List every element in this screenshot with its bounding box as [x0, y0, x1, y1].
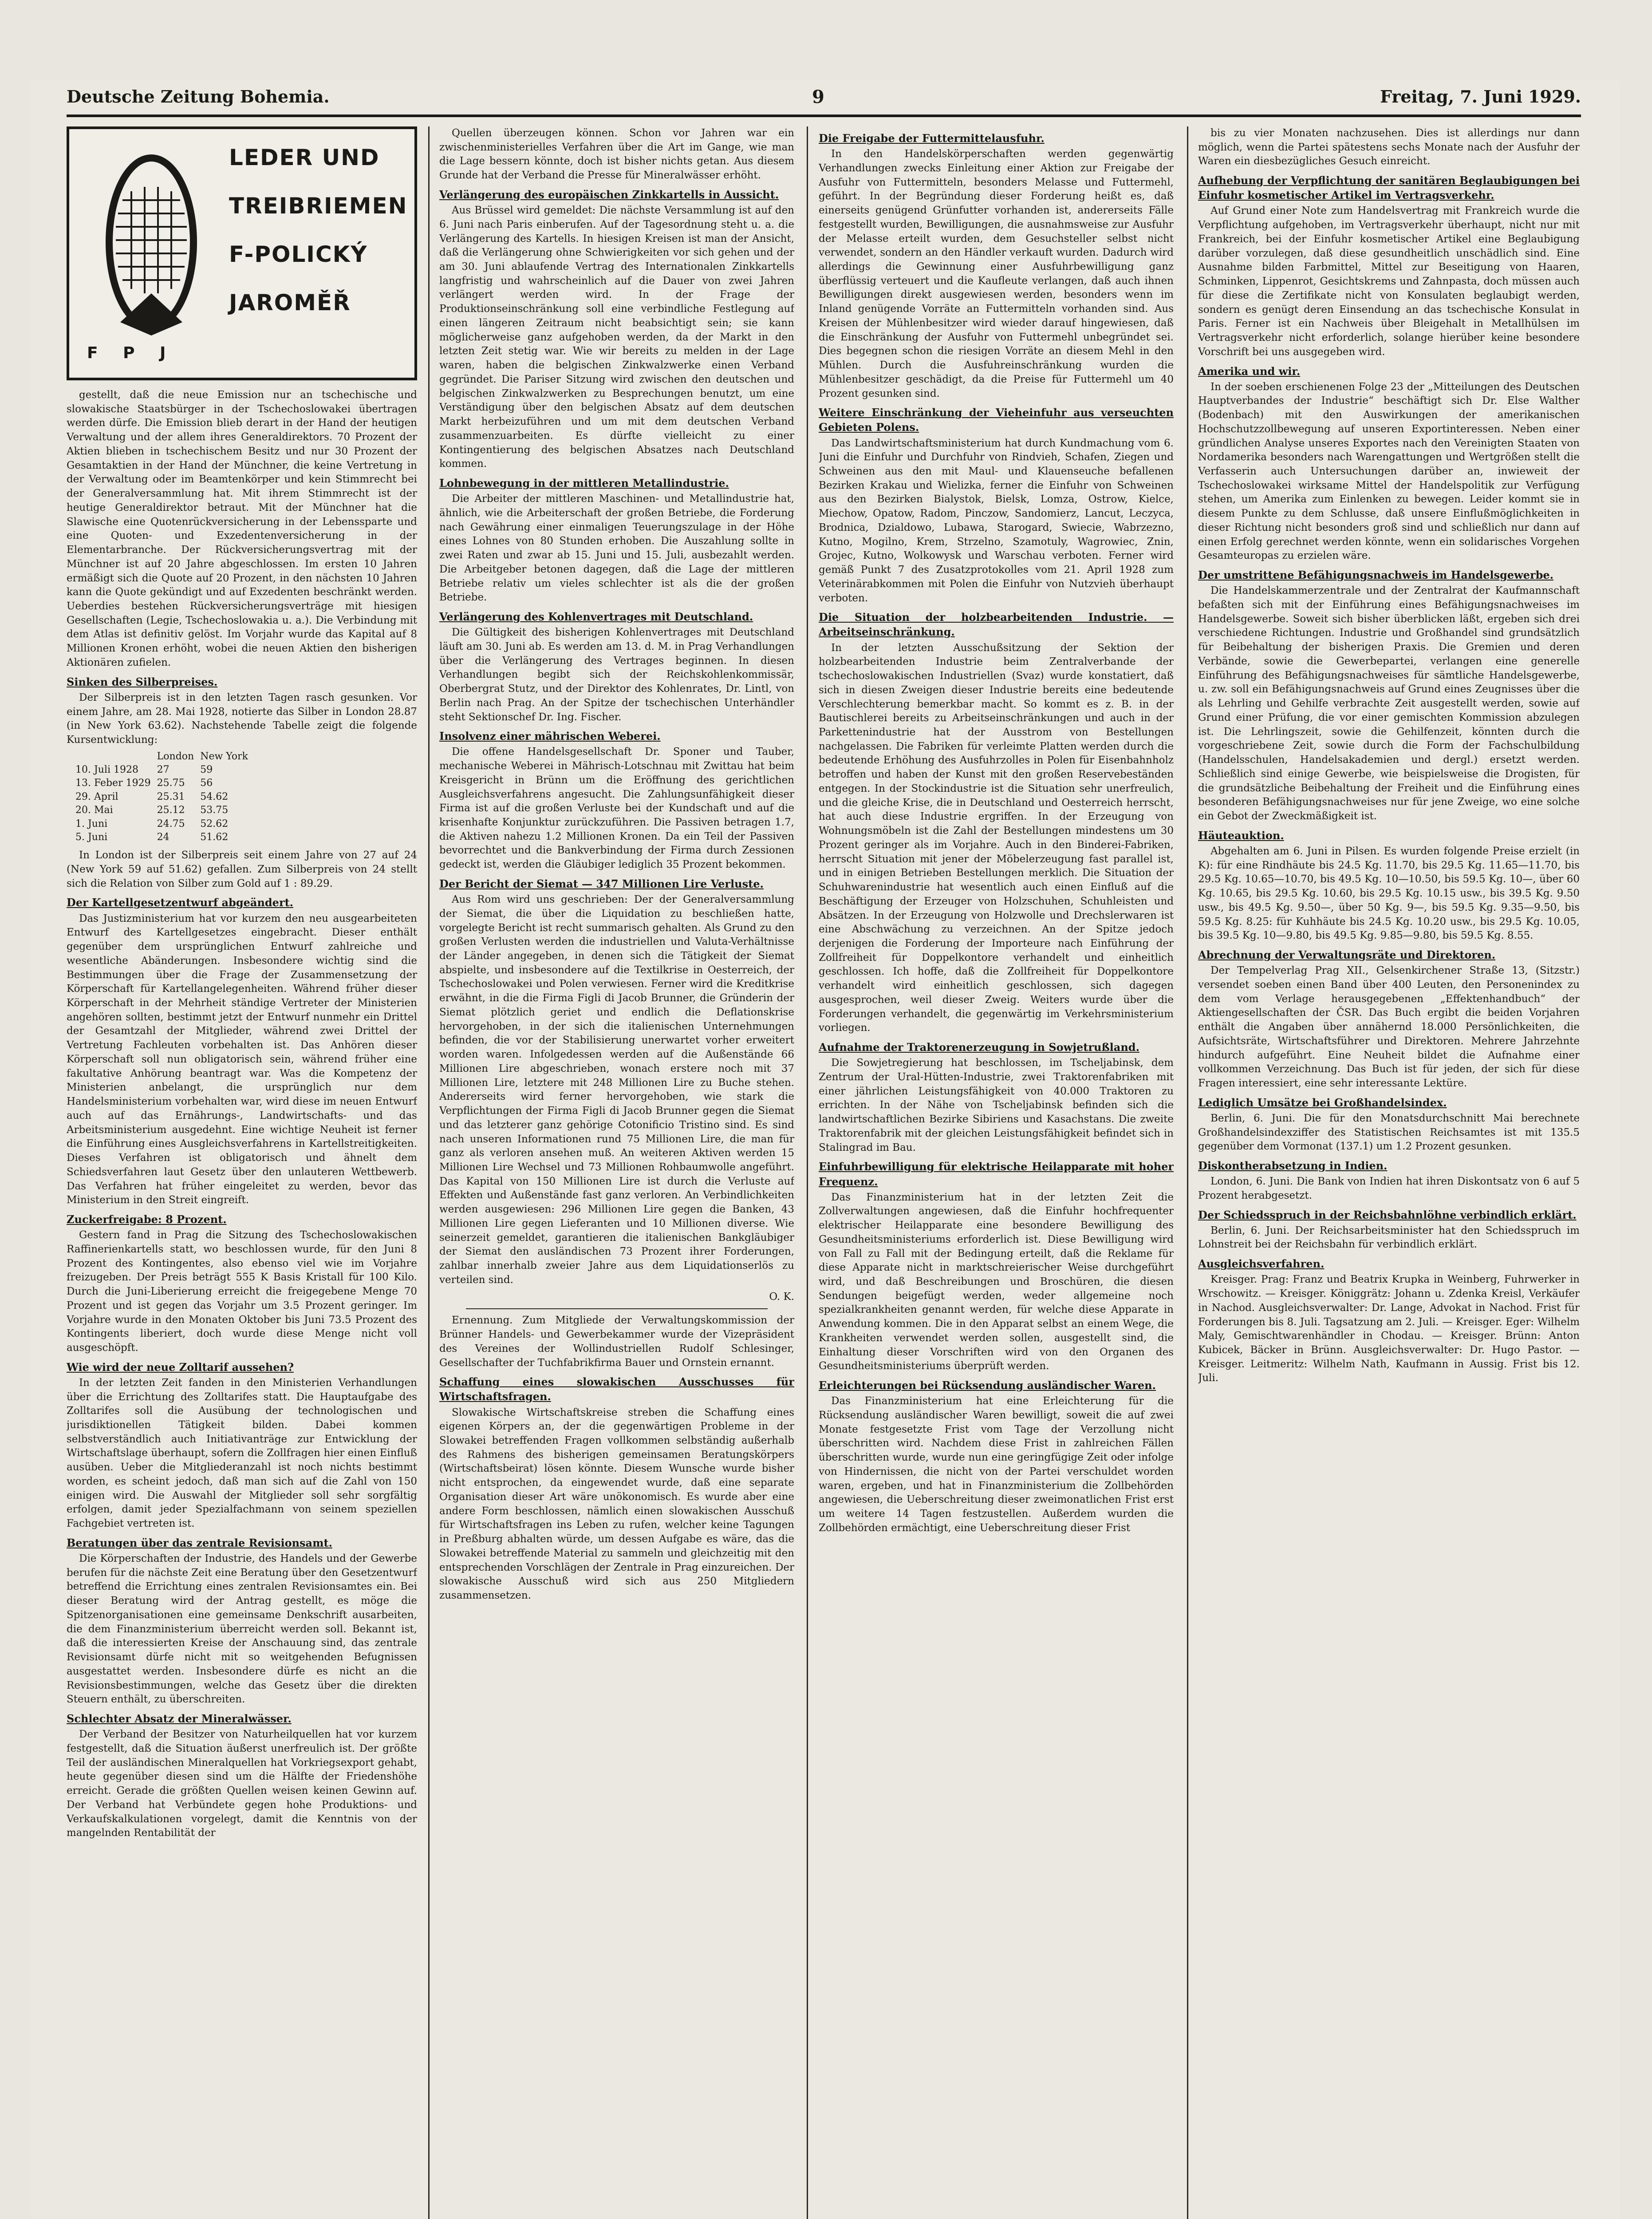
- column-2: [439, 126, 794, 2219]
- article-text: In der soeben erschienenen Folge 23 der „Mitteilungen des Deutschen Hauptverbandes der Industrie“ beschäftigt sich Dr. Else Walther (Bodenbach) mit den Auswirkungen der amerikanischen Hochschutzzollbewegung auf unseren Exportinteressen. Neben einer gründlichen Analyse unseres Exportes nach den Vereinigten Staaten von Nordamerika besonders nach Warengattungen und Wertgrößen stellt die Verfasserin auch Untersuchungen darüber an, inwieweit der Tschechoslowakei wirksame Mittel der Handelspolitik zur Verfügung stehen, um Amerika zum Einlenken zu bewegen. Leider kommt sie in diesem Punkte zu dem Schlusse, daß unsere Einflußmöglichkeiten in dieser Richtung nicht besonders groß sind und schließlich nur dann auf einen Erfolg gerechnet werden könnte, wenn ein solidarisches Vorgehen Gesamteuropas zu erzielen wäre.: [1198, 381, 1580, 562]
- article-text: Aus Rom wird uns geschrieben: Der der Generalversammlung der Siemat, die über die Liquidation zu beschließen hatte, vorgelegte Bericht ist recht summarisch gehalten. Als Grund zu den großen Verlusten werden die industriellen und Valuta-Verhältnisse der Länder angegeben, in denen sich die Tätigkeit der Siemat abspielte, und insbesondere auf die Textilkrise in Oesterreich, der Tschechoslowakei und Polen verwiesen. Ferner wird die Kreditkrise erwähnt, in die die Firma Figli di Jacob Brunner, die Gründerin der Siemat plötzlich geriet und endlich die Deflationskrise hervorgehoben, in der sich die italienischen Unternehmungen befinden, die vor der Stabilisierung unerwartet vorher erweitert worden waren. Infolgedessen werden auf die Außenstände 66 Millionen Lire abgeschrieben, wonach erstere noch mit 37 Millionen Lire, letztere mit 248 Millionen Lire zu Buche stehen. Andererseits wird ferner hervorgehoben, wie stark die Verpflichtungen der Firma Figli di Jacob Brunner gegen die Siemat und das letzterer ganz gehörige Cotonificio Tristino sind. Es sind nach unseren Informationen rund 75 Millionen Lire, die man für ganz als verloren ansehen muß. An weiteren Aktiven werden 15 Millionen Lire Wechsel und 73 Millionen Rohbaumwolle angeführt. Das Kapital von 150 Millionen Lire ist durch die Verluste auf Effekten und Außenstände fast ganz verloren. An Verbindlichkeiten werden ausgewiesen: 296 Millionen Lire gegen die Banken, 43 Millionen Lire gegen Lieferanten und 10 Millionen diverse. Wie seinerzeit gemeldet, garantieren die italienischen Bankgläubiger der Siemat den ausländischen 73 Prozent ihrer Forderungen, zahlbar innerhalb zweier Jahre aus dem Liquidationserlös zu verteilen sind.: [439, 894, 794, 1286]
- article-text: Berlin, 6. Juni. Die für den Monatsdurchschnitt Mai berechnete Großhandelsindexziffer des Statistischen Reichsamtes ist mit 135.5 gegenüber dem Vormonat (137.1) um 1.2 Prozent gesunken.: [1198, 1112, 1580, 1153]
- article-text: Die Gültigkeit des bisherigen Kohlenvertrages mit Deutschland läuft am 30. Juni ab. Es werden am 13. d. M. in Prag Verhandlungen über die Verlängerung des Vertrages beginnen. In diesen Verhandlungen begibt sich der Reichskohlenkommissär, Oberbergrat Stutz, und der Direktor des Kohlenrates, Dr. Lintl, von Berlin nach Prag. An der Spitze der tschechischen Unterhändler steht Sektionschef Dr. Ing. Fischer.: [439, 627, 794, 723]
- article-heading: Der Bericht der Siemat — 347 Millionen Lire Verluste.: [439, 877, 764, 890]
- table-row: [75, 777, 254, 790]
- section-divider: [466, 1308, 768, 1309]
- article-heading: Der Schiedsspruch in der Reichsbahnlöhne verbindlich erklärt.: [1198, 1208, 1577, 1221]
- article-text: London, 6. Juni. Die Bank von Indien hat ihren Diskontsatz von 6 auf 5 Prozent herabgesetzt.: [1198, 1176, 1580, 1201]
- article-heading: Aufnahme der Traktorenerzeugung in Sowjetrußland.: [819, 1041, 1139, 1054]
- article-heading: Erleichterungen bei Rücksendung ausländischer Waren.: [819, 1379, 1156, 1392]
- ad-line: JAROMĚŘ: [229, 290, 351, 316]
- article-text: Slowakische Wirtschaftskreise streben die Schaffung eines eigenen Körpers an, der die gegenwärtigen Probleme in der Slowakei betreffenden Fragen vollkommen selbständig außerhalb des Rahmens des bisherigen gemeinsamen Beratungskörpers (Wirtschaftsbeirat) lösen könnte. Diesem Wunsche wurde bisher nicht entsprochen, da eingewendet wurde, daß eine separate Organisation dieser Art wäre unökonomisch. Es wurde aber eine andere Form beschlossen, nämlich einen slowakischen Ausschuß für Wirtschaftsfragen ins Leben zu rufen, welcher keine Tagungen in Preßburg abhalten würde, um dessen Aufgabe es wäre, das die Slowakei betreffende Material zu sammeln und gleichzeitig mit den entsprechenden Vorschlägen der Zentrale in Prag einzureichen. Der slowakische Ausschuß wird sich aus 250 Mitgliedern zusammensetzen.: [439, 1406, 794, 1602]
- article-heading: Einfuhrbewilligung für elektrische Heilapparate mit hoher Frequenz.: [819, 1160, 1174, 1188]
- article-heading: Verlängerung des Kohlenvertrages mit Deutschland.: [439, 610, 753, 623]
- article-text: Kreisger. Prag: Franz und Beatrix Krupka in Weinberg, Fuhrwerker in Wrschowitz. — Kreisger. Königgrätz: Johann u. Zdenka Kreisl, Verkäufer in Nachod. Ausgleichsverwalter: Dr. Lange, Advokat in Nachod. Frist für Forderungen bis 8. Juli. Tagsatzung am 2. Juli. — Kreisger. Eger: Wilhelm Maly, Gemischtwarenhändler in Chodau. — Kreisger. Brünn: Anton Kubicek, Bäcker in Brünn. Ausgleichsverwalter: Dr. Hugo Pastor. — Kreisger. Leitmeritz: Wilhelm Nath, Kaufmann in Aussig. Frist bis 12. Juli.: [1198, 1274, 1580, 1384]
- table-cell: 52.62: [200, 818, 229, 829]
- table-row: [75, 817, 254, 831]
- article-text: Der Silberpreis ist in den letzten Tagen rasch gesunken. Vor einem Jahre, am 28. Mai 1928, notierte das Silber in London 28.87 (in New York 63.62). Nachstehende Tabelle zeigt die folgende Kursentwicklung:: [67, 691, 417, 746]
- page-number: 9: [812, 87, 824, 107]
- article-text: In London ist der Silberpreis seit einem Jahre von 27 auf 24 (New York 59 auf 51.62) gefallen. Zum Silberpreis von 24 stellt sich die Relation von Silber zum Gold auf 1 : 89.29.: [67, 849, 417, 889]
- article-heading: Insolvenz einer mährischen Weberei.: [439, 730, 661, 743]
- article-text: Das Finanzministerium hat eine Erleichterung für die Rücksendung ausländischer Waren bewilligt, soweit die auf zwei Monate festgesetzte Frist vom Tage der Verzollung nicht überschritten wird. Nachdem diese Frist in zahlreichen Fällen überschritten wurde, wurde nun eine geringfügige Zeit oder infolge von Hindernissen, die nicht von der Partei verschuldet worden waren, ergeben, und hat in Finanzministerium die Zollbehörden angewiesen, die Ueberschreitung dieser zweimonatlichen Frist erst um weitere 14 Tagen festzustellen. Außerdem wurden die Zollbehörden ermächtigt, eine Ueberschreitung dieser Frist: [819, 1395, 1174, 1534]
- table-cell: 25.75: [157, 778, 185, 789]
- article-text: Abgehalten am 6. Juni in Pilsen. Es wurden folgende Preise erzielt (in K): für eine Rindhäute bis 24.5 Kg. 11.70, bis 29.5 Kg. 11.65—11.70, bis 29.5 Kg. 10.65—10.70, bis 49.5 Kg. 10—10.50, bis 59.5 Kg. 10—, über 60 Kg. 10.65, bis 29.5 Kg. 10.60, bis 29.5 Kg. 10.15 usw., bis 39.5 Kg. 9.50 usw., bis 49.5 Kg. 9.50—, über 50 Kg. 9—, bis 59.5 Kg. 9.35—9.50, bis 59.5 Kg. 8.25: für Kuhhäute bis 24.5 Kg. 10.20 usw., bis 29.5 Kg. 10.05, bis 39.5 Kg. 10—9.80, bis 49.5 Kg. 9.85—9.80, bis 59.5 Kg. 8.55.: [1198, 845, 1580, 942]
- table-cell: 53.75: [200, 805, 229, 816]
- article-text: Berlin, 6. Juni. Der Reichsarbeitsminister hat den Schiedsspruch im Lohnstreit bei der Reichsbahn für verbindlich erklärt.: [1198, 1224, 1580, 1251]
- table-row: [75, 763, 254, 777]
- article-heading: Zuckerfreigabe: 8 Prozent.: [67, 1212, 227, 1226]
- article-heading: Wie wird der neue Zolltarif aussehen?: [67, 1360, 294, 1374]
- ad-initials: F P J: [87, 344, 176, 363]
- table-row: [75, 790, 254, 804]
- article-heading: Verlängerung des europäischen Zinkkartells in Aussicht.: [439, 188, 779, 201]
- article-heading: Aufhebung der Verpflichtung der sanitären Beglaubigungen bei Einfuhr kosmetischer Artikel im Vertragsverkehr.: [1198, 174, 1580, 202]
- article-text: Die Arbeiter der mittleren Maschinen- und Metallindustrie hat, ähnlich, wie die Arbeiterschaft der großen Betriebe, die Forderung nach Gewährung einer einmaligen Teuerungszulage in der Höhe eines Lohnes von 80 Stunden erhoben. Die Auszahlung sollte in zwei Raten und zwar ab 15. Juni und 15. Juli, ausbezahlt werden. Die Arbeitgeber betonen dagegen, daß die Lage der mittleren Betriebe relativ um vieles schlechter ist als die der großen Betriebe.: [439, 493, 794, 604]
- table-header: New York: [200, 750, 248, 762]
- article-text: Aus Brüssel wird gemeldet: Die nächste Versammlung ist auf den 6. Juni nach Paris einberufen. Auf der Tagesordnung steht u. a. die Verlängerung des Kartells. In hiesigen Kreisen ist man der Ansicht, daß die Verlängerung ohne Schwierigkeiten vor sich gehen und der am 30. Juni ablaufende Vertrag des Internationalen Zinkkartells langfristig und wahrscheinlich auf die Dauer von zwei Jahren verlängert werden wird. In der Frage der Produktionseinschränkung soll eine verbindliche Festlegung auf einen längeren Zeitraum nicht beabsichtigt sein; sie kann möglicherweise ganz aufgehoben werden, da der Markt in den letzten Zeit stetig war. Wie wir bereits zu melden in der Lage waren, haben die belgischen Zinkwalzwerke einen Verband gegründet. Die Pariser Sitzung wird zwischen den deutschen und belgischen Zinkwalzwerken zu Besprechungen benutzt, um eine Verständigung über den belgischen Absatz auf dem deutschen Markt herbeizuführen und um mit dem deutschen Verband zusammenzuarbeiten. Es dürfte vielleicht zu einer Kontingentierung des belgischen Absatzes nach Deutschland kommen.: [439, 205, 794, 470]
- column-4: [1198, 126, 1580, 2219]
- table-cell: 24: [157, 831, 170, 843]
- article-heading: Der Kartellgesetzentwurf abgeändert.: [67, 896, 294, 909]
- table-cell: 27: [157, 764, 170, 776]
- advertisement: [67, 126, 417, 380]
- article-text: Der Tempelverlag Prag XII., Gelsenkirchener Straße 13, (Sitzstr.) versendet soeben einen Band über 400 Leuten, den Personenindex zu dem vom Verlage herausgegebenen „Effektenhandbuch“ der Aktiengesellschaften der ČSR. Das Buch ergibt die beiden Vorjahren enthält die Angaben über annähernd 18.000 Persönlichkeiten, die Aufsichtsräte, Wirtschaftsführer und Direktoren. Mehrere Jahrzehnte hindurch aufgeführt. Eine Neuheit bildet die Aufnahme einer vollkommen Verzeichnung. Das Buch ist für jeden, der sich für diese Fragen interessiert, eine sehr interessante Lektüre.: [1198, 965, 1580, 1089]
- table-cell: 24.75: [157, 818, 185, 829]
- article-text: In der letzten Ausschußsitzung der Sektion der holzbearbeitenden Industrie beim Zentralverbande der tschechoslowakischen Industriellen (Svaz) wurde konstatiert, daß sich in diesen Zweigen dieser Industrie bereits eine bedeutende Verschlechterung bemerkbar macht. So kommt es z. B. in der Bautischlerei bereits zu Arbeitseinschränkungen und auch in der Parkettenindustrie hat der Ausstrom von Bestellungen nachgelassen. Die Fabriken für verleimte Platten werden durch die bedeutende Erhöhung des Ausfuhrzolles in Polen für Eisenbahnholz betroffen und haben der Kunst mit den großen Reservebeständen entgegen. In der Stockindustrie ist die Situation sehr unerfreulich, und die gleiche Krise, die in Deutschland und Oesterreich herrscht, hat auch diese Industrie ergriffen. In der Erzeugung von Wohnungsmöbeln ist die Zahl der Bestellungen mindestens um 30 Prozent geringer als im Vorjahre. Auch in den Binderei-Fabriken, herrscht Situation mit jener der Möbelerzeugung fast parallel ist, und in einigen Betrieben Bestellungen merklich. Die Situation der Schuhwarenindustrie hat wesentlich auch einen Einfluß auf die Beschäftigung der Erzeuger von Holzschuhen, Schuhleisten und Absätzen. In der Erzeugung von Holzwolle und Drechslerwaren ist eine Abschwächung zu verzeichnen. An der Spitze jedoch derjenigen die Forderung der Importeure nach Einführung der Zollfreiheit für Doppelkontore verhandelt und einheitlich geschlossen. Ich hoffe, daß die Zollfreiheit für Doppelkontore verhandelt wird einheitlich geschlossen, sich dagegen ausgesprochen, weil dieser Zweig. Weiters wurde über die Forderungen verhandelt, die gegenwärtig im Verkehrsministerium vorliegen.: [819, 642, 1174, 1034]
- article-text: bis zu vier Monaten nachzusehen. Dies ist allerdings nur dann möglich, wenn die Partei spätestens sechs Monate nach der Ausfuhr der Waren ein diesbezügliches Gesuch einreicht.: [1198, 127, 1580, 167]
- article-heading: Amerika und wir.: [1198, 364, 1301, 378]
- column-3: [819, 126, 1174, 2219]
- article-heading: Lohnbewegung in der mittleren Metallindustrie.: [439, 477, 729, 490]
- article-heading: Diskontherabsetzung in Indien.: [1198, 1159, 1388, 1173]
- article-text: Der Verband der Besitzer von Naturheilquellen hat vor kurzem festgestellt, daß die Situation äußerst unerfreulich ist. Der größte Teil der ausländischen Mineralquellen hat Vorkriegsexport gehabt, heute gegenüber diesen sind um die Hälfte der Friedenshöhe erreicht. Gerade die größten Quellen weisen keinen Gewinn auf. Der Verband hat Verbündete gegen hohe Produktions- und Verkaufskalkulationen vorgelegt, damit die Kenntnis von der mangelnden Rentabilität der: [67, 1729, 417, 1839]
- ad-text: [229, 142, 406, 336]
- table-cell: 25.31: [157, 791, 185, 802]
- article-text: Ernennung. Zum Mitgliede der Verwaltungskommission der Brünner Handels- und Gewerbekammer wurde der Vizepräsident des Vereines der Wollindustriellen Rudolf Schlesinger, Gesellschafter der Tuchfabrikfirma Bauer und Ornstein ernannt.: [439, 1315, 794, 1369]
- article-heading: Die Situation der holzbearbeitenden Industrie. — Arbeitseinschränkung.: [819, 611, 1174, 639]
- table-header: [75, 750, 157, 763]
- table-header: London: [157, 750, 194, 762]
- table-row: [75, 831, 254, 844]
- table-cell: 13. Feber 1929: [75, 778, 151, 789]
- article-heading: Der umstrittene Befähigungsnachweis im Handelsgewerbe.: [1198, 569, 1553, 582]
- table-cell: 54.62: [200, 791, 229, 802]
- column-divider: [428, 126, 430, 2219]
- column-divider: [1187, 126, 1188, 2219]
- table-header-row: [75, 750, 254, 763]
- masthead-title: Deutsche Zeitung Bohemia.: [67, 87, 330, 107]
- article-text: Auf Grund einer Note zum Handelsvertrag mit Frankreich wurde die Verpflichtung aufgehoben, im Vertragsverkehr überhaupt, nicht nur mit Frankreich, bei der Einfuhr kosmetischer Artikel eine Beglaubigung darüber vorzulegen, daß diese gesundheitlich unschädlich sind. Eine Ausnahme bilden Farbmittel, Mittel zur Beseitigung von Haaren, Schminken, Lippenrot, Gesichtskrems und Zahnpasta, doch müssen auch für diese die Zertifikate nicht von Konsulaten beglaubigt werden, sondern es genügt deren Einsendung an das tschechische Konsulat in Paris. Ferner ist ein Nachweis über Bleigehalt in Metallhülsen im Vertragsverkehr nicht erforderlich, solange hierüber keine besondere Vorschrift bei uns ausgegeben wird.: [1198, 205, 1580, 358]
- table-cell: 1. Juni: [75, 818, 108, 829]
- silver-price-table: [75, 750, 254, 845]
- column-1: [67, 126, 417, 2219]
- masthead: [67, 87, 1581, 118]
- article-heading: Lediglich Umsätze bei Großhandelsindex.: [1198, 1096, 1447, 1109]
- table-cell: 59: [200, 764, 213, 776]
- table-cell: 10. Juli 1928: [75, 764, 139, 776]
- article-text: Quellen überzeugen können. Schon vor Jahren war ein zwischenministerielles Verfahren über die Art im Gange, wie man die Lage bessern könnte, doch ist bisher nichts getan. Aus diesem Grunde hat der Verband die Presse für Mineralwässer erhöht.: [439, 127, 794, 182]
- article-heading: Sinken des Silberpreises.: [67, 675, 218, 688]
- article-text: Die Körperschaften der Industrie, des Handels und der Gewerbe berufen für die nächste Zeit eine Beratung über den Gesetzentwurf betreffend die Errichtung eines zentralen Revisionsamtes ein. Bei dieser Beratung wird der Antrag gestellt, es möge die Spitzenorganisationen eine gemeinsame Denkschrift ausarbeiten, die dem Finanzministerium überreicht werden soll. Bekannt ist, daß die interessierten Kreise der Anschauung sind, das zentrale Revisionsamt dürfe nicht mit so weitgehenden Befugnissen ausgestattet werden. Insbesondere dürfe es nicht an die Revisionsbestimmungen, welche das Gesetz über die direkten Steuern enthält, zu überschreiten.: [67, 1553, 417, 1706]
- article-heading: Abrechnung der Verwaltungsräte und Direktoren.: [1198, 948, 1496, 961]
- masthead-date: Freitag, 7. Juni 1929.: [1380, 87, 1581, 107]
- article-text: In der letzten Zeit fanden in den Ministerien Verhandlungen über die Errichtung des Zolltarifes statt. Die Hauptaufgabe des Zolltarifes soll die Ausübung der technologischen und jurisdiktionellen Tätigkeit bilden. Dabei kommen selbstverständlich auch Initiativanträge zur Entwicklung der Wirtschaftslage überhaupt, sofern die Zollfragen hier einen Einfluß ausüben. Ueber die Mitgliederanzahl ist noch nichts bestimmt worden, es scheint jedoch, daß man sich auf die Zahl von 150 einigen wird. Die Auswahl der Mitglieder soll sehr sorgfältig erfolgen, damit jeder Spezialfachmann von seinem speziellen Fachgebiet vertreten ist.: [67, 1377, 417, 1530]
- article-signature: O. K.: [769, 1291, 794, 1303]
- table-cell: 56: [200, 778, 213, 789]
- article-heading: Die Freigabe der Futtermittelausfuhr.: [819, 132, 1045, 145]
- column-divider: [807, 126, 808, 2219]
- article-text: Die Handelskammerzentrale und der Zentralrat der Kaufmannschaft befaßten sich mit der Einführung eines Befähigungsnachweises im Handelsgewerbe. Soweit sich bisher überblicken läßt, ergeben sich drei verschiedene Richtungen. Industrie und Großhandel sind grundsätzlich für Beibehaltung der bisherigen Praxis. Die Gremien und deren Verbände, sowie die Gewerbepartei, verlangen eine generelle Einführung des Befähigungsnachweises für sämtliche Handelsgewerbe, u. zw. soll ein Befähigungsnachweis auf Grund eines Zeugnisses über die als Lehrling und Gehilfe verbrachte Zeit ausgestellt werden, sowie auf Grund einer Prüfung, die vor einer gemischten Kommission abzulegen ist. Die Lehrlingszeit, sowie die Gehilfenzeit, könnten durch die vorgeschriebene Zeit, sowie durch die Form der Fachschulbildung (Handelsschulen, Handelsakademien und dergl.) ersetzt werden. Schließlich sind einige Gewerbe, wie beispielsweise die Drogisten, für die grundsätzliche Beibehaltung der Freiheit und die Einführung eines besonderen Befähigungsnachweises nur für jene Zweige, wo eine solche ein Gebot der Zweckmäßigkeit ist.: [1198, 585, 1580, 822]
- table-row: [75, 804, 254, 817]
- ad-line: TREIBRIEMEN: [229, 193, 408, 219]
- article-heading: Häuteauktion.: [1198, 829, 1284, 842]
- article-text: Das Landwirtschaftsministerium hat durch Kundmachung vom 6. Juni die Einfuhr und Durchfuhr von Rindvieh, Schafen, Ziegen und Schweinen aus den mit Maul- und Klauenseuche befallenen Bezirken Krakau und Wielizka, ferner die Einfuhr von Schweinen aus den Bezirken Bialystok, Bielsk, Lomza, Ostrow, Kielce, Miechow, Opatow, Radom, Pinczow, Sandomierz, Lancut, Leczyca, Brodnica, Dzialdowo, Lubawa, Starogard, Swiecie, Wabrzezno, Kutno, Mogilno, Krem, Strzelno, Szamotuly, Wagrowiec, Znin, Grojec, Kutno, Wolkowysk und Warschau verboten. Ferner wird gemäß Punkt 7 des Zusatzprotokolles vom 21. April 1928 zum Veterinärabkommen mit Polen die Einfuhr von Nutzvieh überhaupt verboten.: [819, 437, 1174, 604]
- table-cell: 5. Juni: [75, 831, 108, 843]
- masthead-rule: [67, 115, 1581, 117]
- article-text: Das Finanzministerium hat in der letzten Zeit die Zollverwaltungen angewiesen, daß die Einfuhr hochfrequenter elektrischer Heilapparate eine besondere Bewilligung des Gesundheitsministeriums erforderlich ist. Diese Bewilligung wird von Fall zu Fall mit der Bedingung erteilt, daß die Reklame für diese Apparate nicht in marktschreierischer Weise durchgeführt wird, und daß Beschreibungen und Broschüren, die diesen Sendungen beigefügt werden, weder allgemeine noch spezialkrankheiten genannt werden, für welche diese Apparate in Anwendung kommen. Die in den Apparat selbst an einem Wege, die Krankheiten verwendet werden sollen, ausgestellt sind, die Einhaltung dieser Vorschriften wird von den Organen des Gesundheitsministeriums überprüft werden.: [819, 1191, 1174, 1372]
- article-text: In den Handelskörperschaften werden gegenwärtig Verhandlungen zwecks Einleitung einer Aktion zur Freigabe der Ausfuhr von Futtermitteln, besonders Melasse und Futtermehl, geführt. In der Begründung dieser Forderung heißt es, daß einerseits genügend Grünfutter vorhanden ist, andererseits Fälle festgestellt wurden, Bewilligungen, die ausnahmsweise zur Ausfuhr der Melasse erteilt wurden, dem Gesuchsteller selbst nicht verwendet, sondern an den Händler verkauft wurden. Dadurch wird allerdings die Gewinnung einer Ausfuhrbewilligung ganz überflüssig verteuert und die Kaufleute verlangen, daß auch ihnen Bewilligungen direkt ausgewiesen werden, besonders wenn im Inland genügende Vorräte an Futtermitteln vorhanden sind. Aus Kreisen der Mühlenbesitzer wird wieder darauf hingewiesen, daß die Einschränkung der Ausfuhr von Futtermehl unbegründet sei. Dies begegnen schon die riesigen Vorräte an diesem Mehl in den Mühlen. Durch die Ausfuhreinschränkung wurden die Mühlenbesitzer geschädigt, da die Preise für Futtermehl um 40 Prozent gesunken sind.: [819, 148, 1174, 399]
- article-text: gestellt, daß die neue Emission nur an tschechische und slowakische Staatsbürger in der Tschechoslowakei übertragen werden dürfe. Die Emission blieb derart in der Hand der heutigen Verwaltung und der allem ihres Generaldirektors. 70 Prozent der Aktien blieben in tschechischem Besitz und nur 30 Prozent der Gesamtaktien in der Hand der Münchner, die keine Vertretung in der Verwaltung oder im Beamtenkörper und kein Stimmrecht bei der Generalversammlung hat. Mit ihrem Stimmrecht ist der heutige Generaldirektor betraut. Mit der Münchner hat die Slawische eine Quotenrückversicherung in der Lebenssparte und eine Quoten- und Exzedentenversicherung in der Elementarbranche. Der Rückversicherungsvertrag mit der Münchner ist auf 20 Jahre abgeschlossen. Im ersten 10 Jahren ermäßigt sich die Quote auf 20 Prozent, in den nächsten 10 Jahren kann die Quote gekündigt und auf Exzedenten beschränkt werden. Ueberdies bestehen Rückversicherungsverträge mit hiesigen Gesellschaften (Legie, Tschechoslowakia u. a.). Die Verbindung mit dem Atlas ist definitiv gelöst. Im Vorjahr wurde das Kapital auf 8 Millionen Kronen erhöht, wobei die neuen Aktien den bisherigen Aktionären zufielen.: [67, 389, 417, 668]
- article-heading: Ausgleichsverfahren.: [1198, 1257, 1325, 1271]
- table-cell: 51.62: [200, 831, 229, 843]
- article-heading: Schaffung eines slowakischen Ausschusses für Wirtschaftsfragen.: [439, 1375, 794, 1403]
- article-text: Die Sowjetregierung hat beschlossen, im Tscheljabinsk, dem Zentrum der Ural-Hütten-Industrie, zwei Traktorenfabriken mit einer jährlichen Leistungsfähigkeit von 40.000 Traktoren zu errichten. In der Nähe von Tscheljabinsk befinden sich die landwirtschaftlichen Bezirke Sibiriens und Kasachstans. Die zweite Traktorenfabrik mit der gleichen Leistungsfähigkeit befindet sich in Stalingrad im Bau.: [819, 1057, 1174, 1153]
- table-cell: 25.12: [157, 805, 185, 816]
- ad-line: F-POLICKÝ: [229, 241, 368, 267]
- table-cell: 20. Mai: [75, 805, 113, 816]
- article-text: Die offene Handelsgesellschaft Dr. Sponer und Tauber, mechanische Weberei in Mährisch-Lotschnau mit Zwittau hat beim Kreisgericht in Brünn um die Eröffnung des gerichtlichen Ausgleichsverfahrens angesucht. Die Zahlungsunfähigkeit dieser Firma ist auf die großen Verluste bei der Kundschaft und auf die krisenhafte Konjunktur zurückzuführen. Die Passiven betragen 1.7, die Aktiven nahezu 1.2 Millionen Kronen. Da ein Teil der Passiven bevorrechtet und die Bankverbindung der Firma durch Zessionen gedeckt ist, werden die Gläubiger lediglich 35 Prozent bekommen.: [439, 746, 794, 871]
- leather-belt-logo-icon: [96, 147, 207, 338]
- article-heading: Schlechter Absatz der Mineralwässer.: [67, 1712, 292, 1725]
- article-text: Das Justizministerium hat vor kurzem den neu ausgearbeiteten Entwurf des Kartellgesetzes eingebracht. Dieser enthält gegenüber dem ursprünglichen Entwurf zahlreiche und wesentliche Abänderungen. Insbesondere wichtig sind die Bestimmungen über die Frage der Zusammensetzung der Körperschaft für Kartellangelegenheiten. Während früher dieser Körperschaft in der Mehrheit ständige Vertreter der Ministerien angehören sollten, bestimmt jetzt der Entwurf nunmehr ein Drittel der Gesamtzahl der Mitglieder, während zwei Drittel der Vertretung Fachleuten vorbehalten ist. Das Anhören dieser Körperschaft soll nun obligatorisch sein, während früher eine fakultative Anhörung beantragt war. Was die Kompetenz der Ministerien anbelangt, die ursprünglich nur dem Handelsministerium vorbehalten war, wird diese im neuen Entwurf auch auf das Ernährungs-, Landwirtschafts- und das Arbeitsministerium ausgedehnt. Eine wichtige Neuheit ist ferner die Einführung eines Ausgleichsverfahrens in Kartellstreitigkeiten. Dieses Verfahren ist obligatorisch und ähnelt dem Schiedsverfahren laut Gesetz über den unlauteren Wettbewerb. Das Verfahren hat früher eingeleitet zu werden, bevor das Ministerium in den Streit eingreift.: [67, 912, 417, 1206]
- article-heading: Beratungen über das zentrale Revisionsamt.: [67, 1536, 332, 1549]
- ad-line: LEDER UND: [229, 145, 380, 170]
- article-heading: Weitere Einschränkung der Vieheinfuhr aus verseuchten Gebieten Polens.: [819, 406, 1174, 434]
- article-text: Gestern fand in Prag die Sitzung des Tschechoslowakischen Raffinerienkartells statt, wo beschlossen wurde, für den Juni 8 Prozent des Kontingentes, also ebenso viel wie im Vorjahre freizugeben. Der Preis beträgt 555 K Basis Kristall für 100 Kilo. Durch die Juni-Liberierung erreicht die freigegebene Menge 70 Prozent und ist gegen das Vorjahr um 3.5 Prozent geringer. Im Vorjahre wurde in den Monaten Oktober bis Juni 73.5 Prozent des Kontingents liberiert, doch wurde diese Menge nicht voll ausgeschöpft.: [67, 1229, 417, 1354]
- table-cell: 29. April: [75, 791, 118, 802]
